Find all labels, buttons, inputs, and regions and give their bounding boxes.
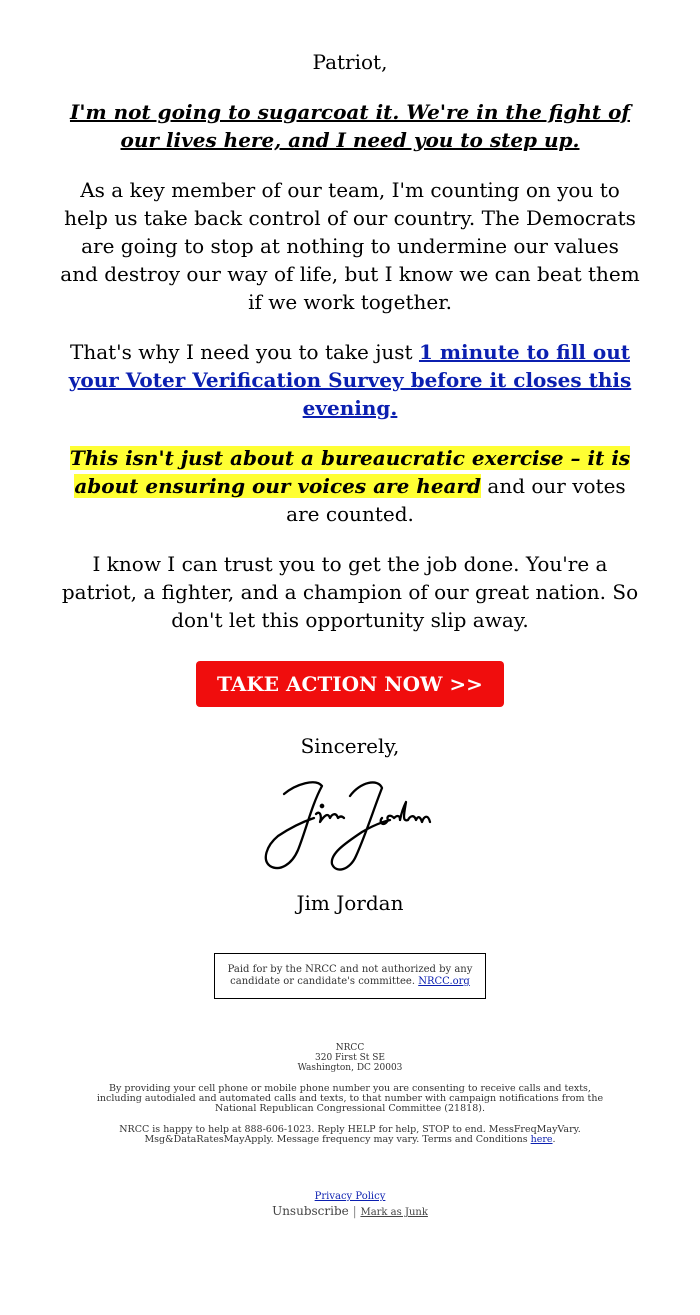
salutation: Patriot,	[312, 50, 388, 74]
signer-name: Jim Jordan	[296, 891, 404, 915]
footer-separator: |	[352, 1204, 357, 1218]
help-text	[90, 1125, 610, 1145]
paragraph-voices	[60, 444, 640, 528]
terms-here-link[interactable]: here	[530, 1134, 553, 1145]
mark-as-junk-link[interactable]: Mark as Junk	[360, 1207, 428, 1218]
unsubscribe-link[interactable]: Unsubscribe	[272, 1204, 349, 1218]
voices-rest: and our votes are counted.	[286, 474, 626, 526]
paragraph-trust: I know I can trust you to get the job done. You're a patriot, a fighter, and a champion of our great nation. So don't let this opportunity slip away.	[61, 552, 639, 632]
paid-for-disclaimer	[214, 953, 486, 999]
highlighted-text: This isn't just about a bureaucratic exercise – it is about ensuring our voices are heard	[69, 446, 631, 498]
nrcc-link[interactable]: NRCC.org	[418, 976, 470, 987]
unsubscribe-row	[60, 1204, 640, 1220]
address-street: 320 First St SE	[315, 1053, 385, 1063]
headline: I'm not going to sugarcoat it. We're in the fight of our lives here, and I need you to step up.	[69, 100, 631, 152]
help-end: .	[552, 1134, 556, 1145]
disclaimer-text: Paid for by the NRCC and not authorized by any candidate or candidate's committee.	[227, 964, 473, 987]
take-action-button[interactable]: TAKE ACTION NOW >>	[196, 661, 504, 707]
closing: Sincerely,	[300, 734, 400, 758]
footer	[60, 1191, 640, 1220]
help-body: NRCC is happy to help at 888-606-1023. Reply HELP for help, STOP to end. MessFreqMayVary. Msg&DataRatesMayApply. Message frequency may vary. Terms and Conditions	[119, 1124, 581, 1145]
address-org: NRCC	[335, 1043, 365, 1053]
paragraph-intro: As a key member of our team, I'm counting on you to help us take back control of our country. The Democrats are going to stop at nothing to undermine our values and destroy our way of life, but I know we can beat them if we work together.	[60, 178, 640, 314]
paragraph-survey	[60, 338, 640, 422]
mailing-address	[60, 1043, 640, 1073]
email-body	[60, 48, 640, 1220]
privacy-policy-link[interactable]: Privacy Policy	[314, 1191, 386, 1202]
survey-link[interactable]: 1 minute to fill out your Voter Verification Survey before it closes this evening.	[68, 340, 632, 420]
consent-text: By providing your cell phone or mobile phone number you are consenting to receive calls and texts, including autodialed and automated calls and texts, to that number with campaign notifications from the National Republican Congressional Committee (21818).	[96, 1083, 604, 1114]
survey-prefix: That's why I need you to take just	[70, 340, 419, 364]
signature-image	[250, 772, 450, 882]
address-city: Washington, DC 20003	[297, 1063, 403, 1073]
